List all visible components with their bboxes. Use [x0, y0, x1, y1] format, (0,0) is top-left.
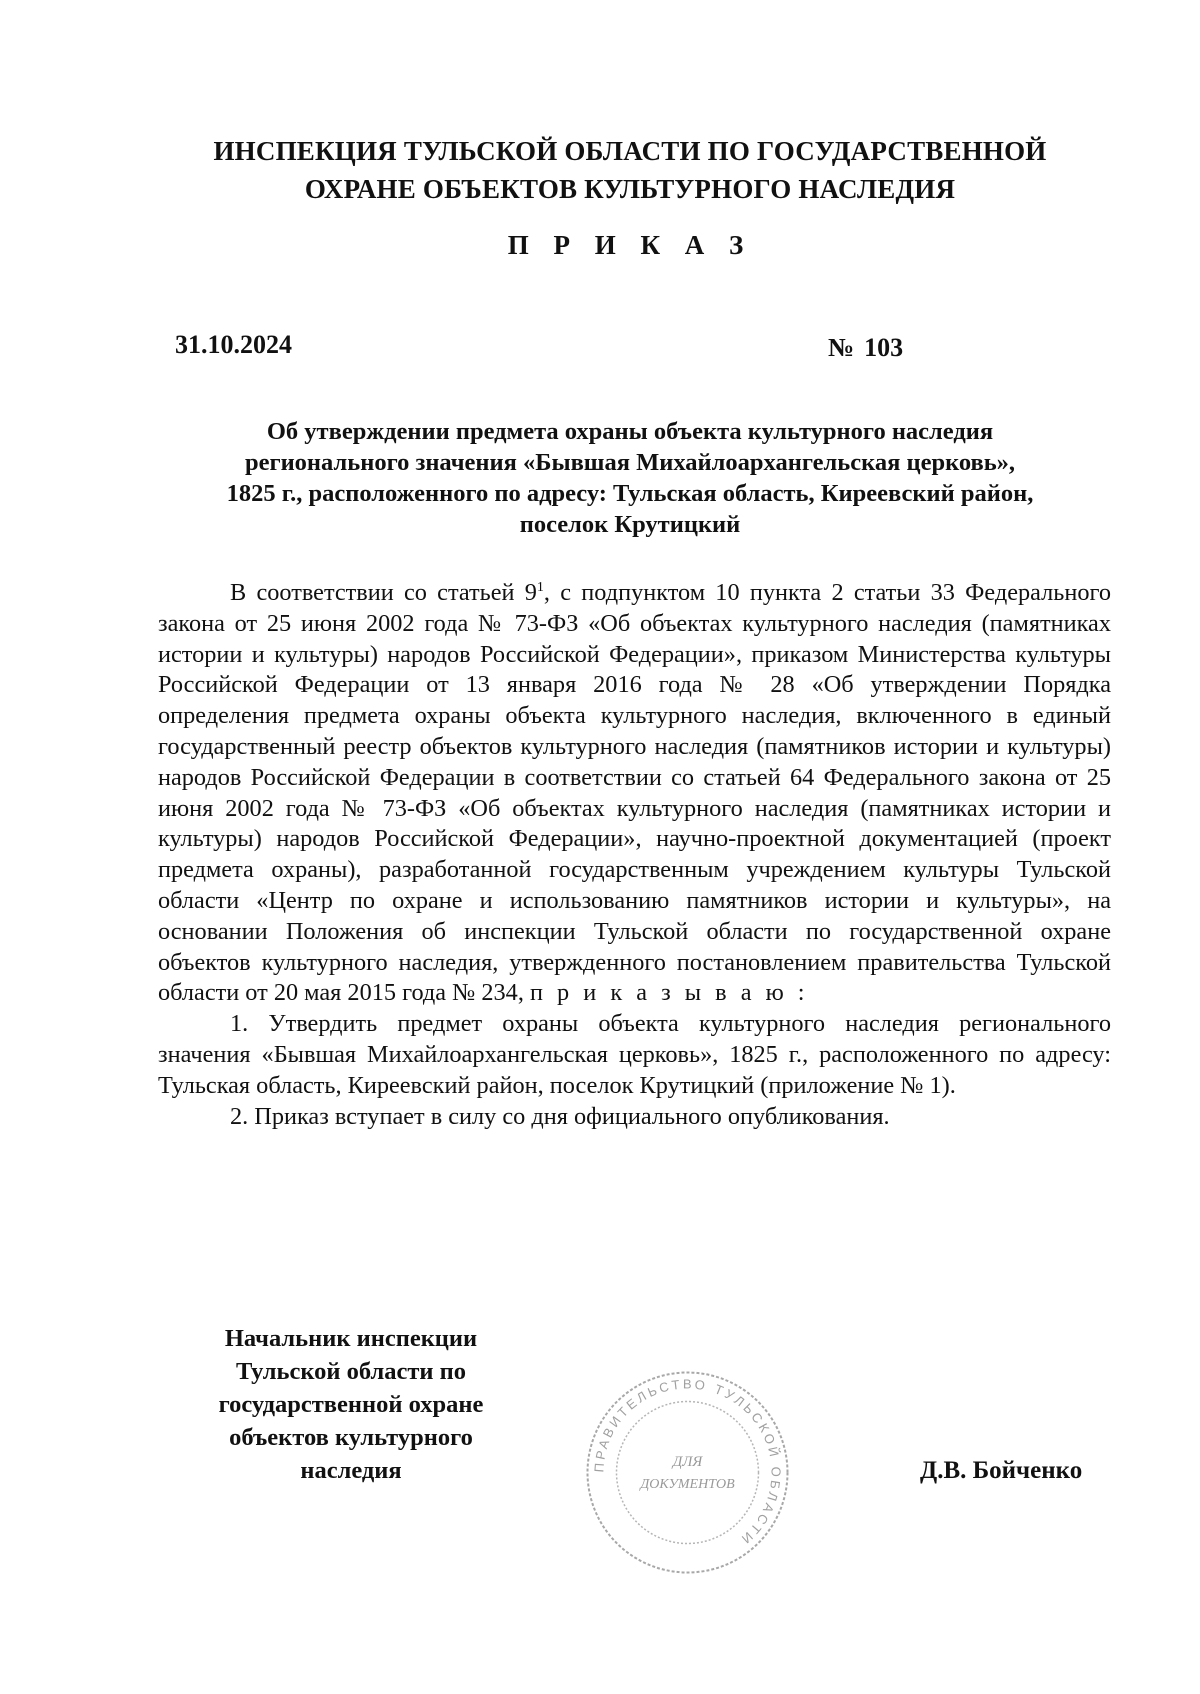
- position-line-1: Начальник инспекции: [224, 1325, 478, 1352]
- preamble-rest: , с подпунктом 10 пункта 2 статьи 33 Федерального закона от 25 июня 2002 года № 73-ФЗ «Об объектах культурного наследия (памятниках истории и культуры) народов Российской Федерации», приказом Министерства культуры Российской Федерации от 13 января 2016 года № 28 «Об утверждении Порядка определения предмета охраны объекта культурного наследия, включенного в единый государственный реестр объектов культурного наследия (памятников истории и культуры) народов Российской Федерации в соответствии со статьей 64 Федерального закона от 25 июня 2002 года № 73-ФЗ «Об объектах культурного наследия (памятниках истории и культуры) народов Российской Федерации», научно-проектной документацией (проект предмета охраны), разработанной государственным учреждением культуры Тульской области «Центр по охране и использованию памятников истории и культуры», на основании Положения об инспекции Тульской области по государственной охране объектов культурного наследия, утвержденного постановлением правительства Тульской области от 20 мая 2015 года № 234,: [158, 579, 1111, 1007]
- agency-title-line-2: ОХРАНЕ ОБЪЕКТОВ КУЛЬТУРНОГО НАСЛЕДИЯ: [304, 174, 956, 204]
- order-number: [828, 333, 903, 363]
- order-body: [158, 578, 1111, 1132]
- official-stamp: [585, 1370, 790, 1575]
- stamp-inner-ring: [617, 1402, 759, 1544]
- order-subject: [150, 416, 1110, 540]
- position-line-2: Тульской области по: [235, 1358, 467, 1385]
- number-value: 103: [864, 333, 904, 362]
- number-sign: №: [828, 333, 855, 362]
- stamp-center-line-1: ДЛЯ: [672, 1454, 703, 1470]
- order-verb: п р и к а з ы в а ю :: [529, 979, 809, 1007]
- signatory-name: Д.В. Бойченко: [920, 1457, 1083, 1484]
- subject-line-1: Об утверждении предмета охраны объекта культурного наследия: [266, 418, 994, 445]
- stamp-outer-ring: [588, 1373, 788, 1573]
- subject-line-4: поселок Крутицкий: [519, 511, 741, 538]
- position-line-4: объектов культурного: [229, 1424, 473, 1451]
- preamble-start: В соответствии со статьей 9: [230, 579, 537, 606]
- stamp-center-line-2: ДОКУМЕНТОВ: [640, 1477, 735, 1492]
- subject-line-2: регионального значения «Бывшая Михайлоархангельская церковь»,: [244, 449, 1016, 476]
- order-date: 31.10.2024: [175, 330, 292, 359]
- position-line-3: государственной охране: [218, 1391, 484, 1418]
- signatory-position: [170, 1322, 532, 1487]
- article-superscript: 1: [536, 579, 544, 595]
- position-line-5: наследия: [300, 1457, 402, 1484]
- document-type: П Р И К А З: [507, 230, 753, 260]
- order-item-1: 1. Утвердить предмет охраны объекта культурного наследия регионального значения «Бывшая Михайлоархангельская церковь», 1825 г., расположенного по адресу: Тульская область, Киреевский район, поселок Крутицкий (приложение № 1).: [158, 1010, 1111, 1099]
- preamble-paragraph: [158, 578, 1111, 1009]
- agency-title-line-1: ИНСПЕКЦИЯ ТУЛЬСКОЙ ОБЛАСТИ ПО ГОСУДАРСТВЕННОЙ: [213, 136, 1047, 166]
- stamp-outer-text: ПРАВИТЕЛЬСТВО ТУЛЬСКОЙ ОБЛАСТИ: [591, 1376, 784, 1549]
- order-item-2: 2. Приказ вступает в силу со дня официального опубликования.: [230, 1102, 890, 1130]
- subject-line-3: 1825 г., расположенного по адресу: Тульская область, Киреевский район,: [226, 480, 1034, 507]
- agency-title: [150, 132, 1110, 208]
